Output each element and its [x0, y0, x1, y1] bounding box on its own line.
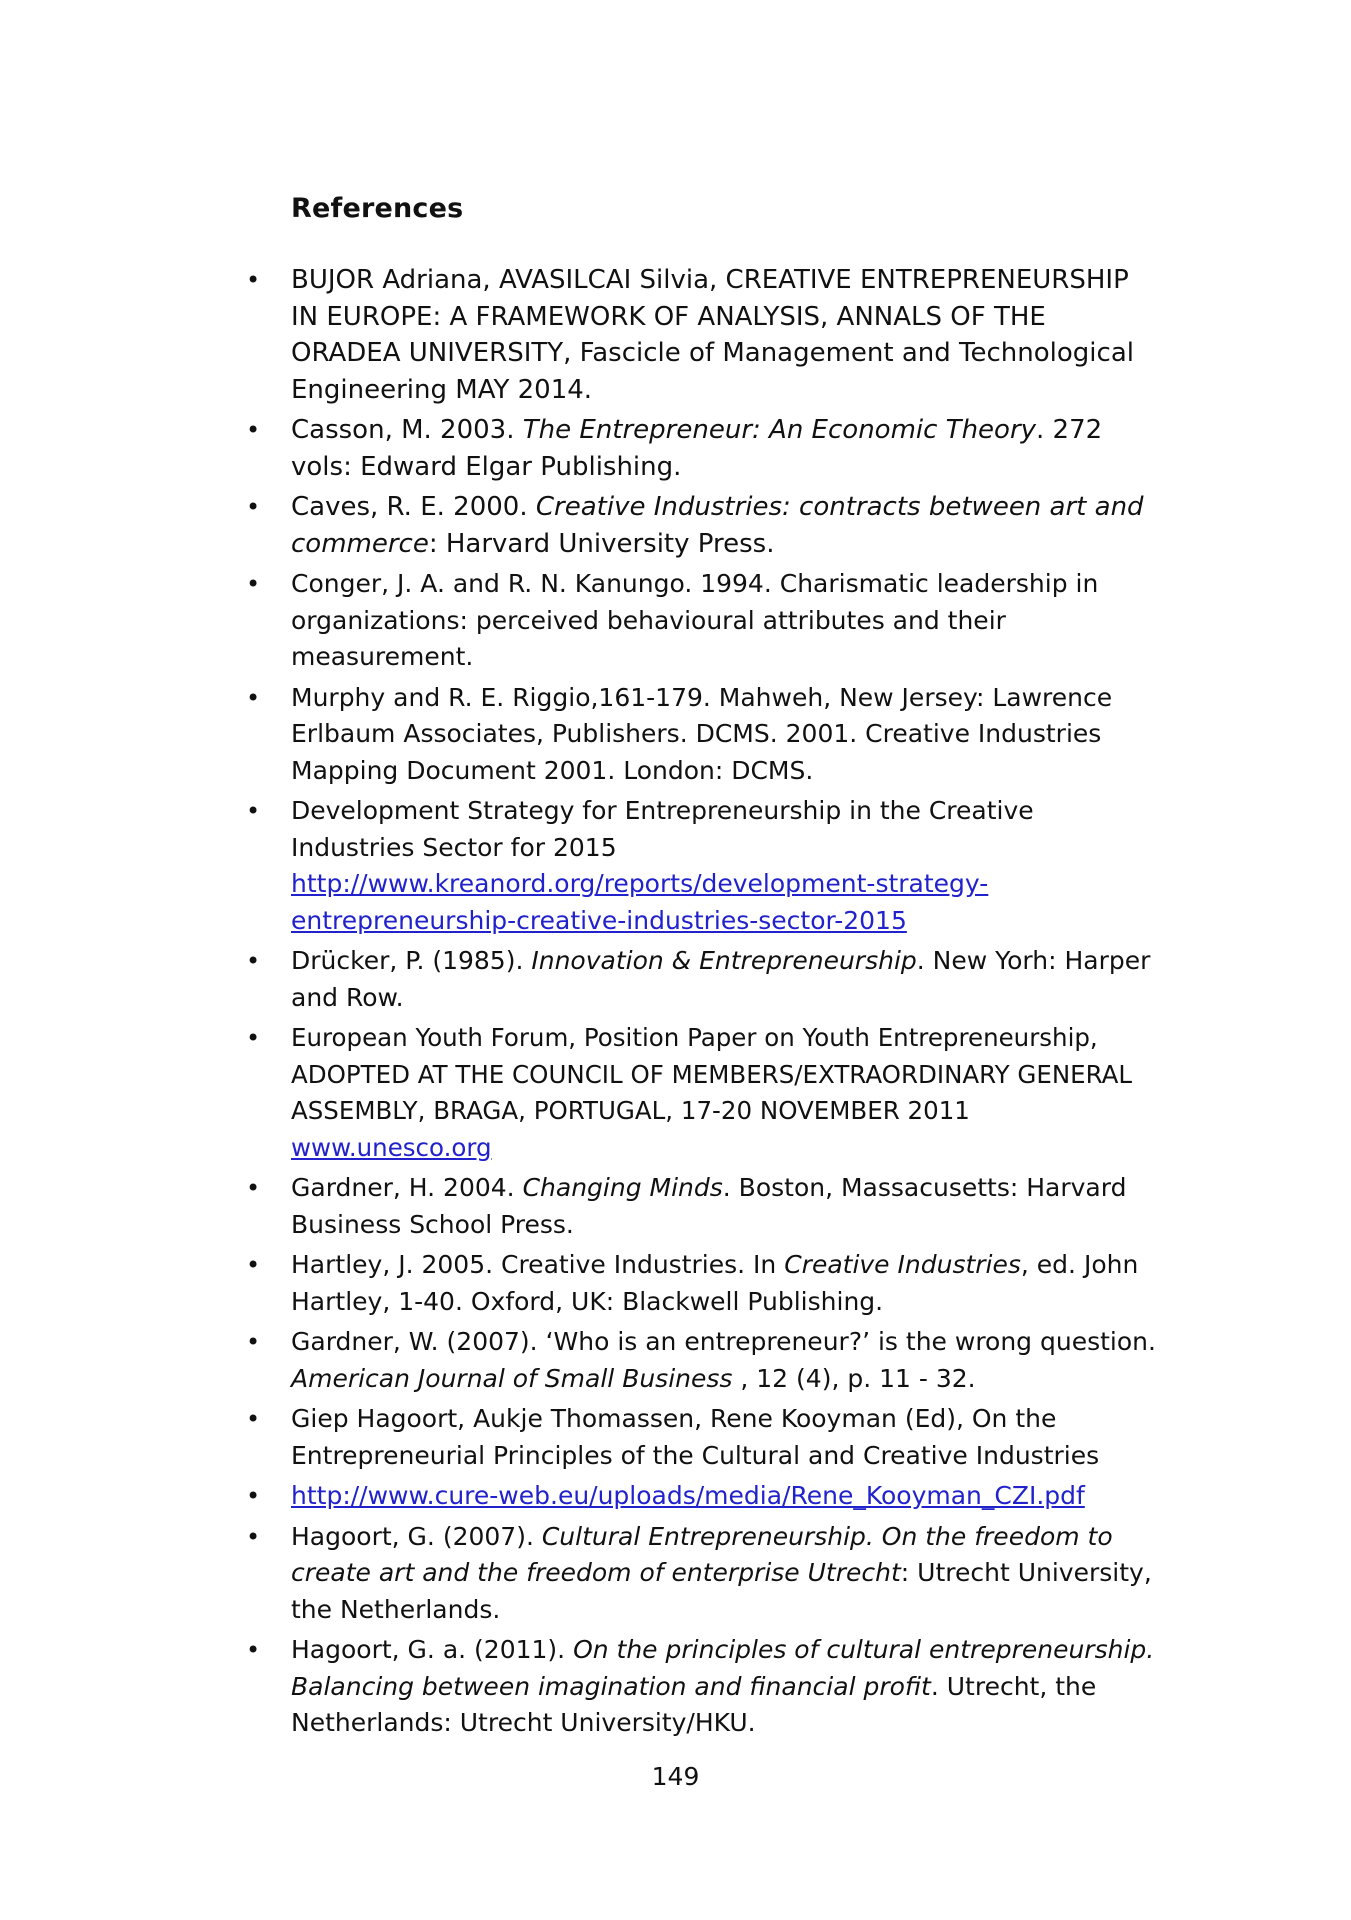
reference-text: : Utrecht University, the Netherlands. [291, 1558, 1152, 1624]
reference-item-6 [246, 793, 1161, 939]
reference-text: Giep Hagoort, Aukje Thomassen, Rene Kooyman (Ed), On the Entrepreneurial Principles of the Cultural and Creative Industries [291, 1404, 1100, 1470]
bullet-icon: • [246, 570, 261, 598]
reference-item-8 [246, 1020, 1161, 1166]
reference-title: On the principles of cultural entrepreneurship. Balancing between imagination and financial profit [291, 1635, 1155, 1701]
reference-text: Casson, M. 2003. [291, 415, 523, 445]
bullet-icon: • [246, 1405, 261, 1433]
reference-item-5 [246, 680, 1161, 790]
reference-text: BUJOR Adriana, AVASILCAI Silvia, CREATIVE ENTREPRENEURSHIP IN EUROPE: A FRAMEWORK OF ANALYSIS, ANNALS OF THE ORADEA UNIVERSITY, Fascicle of Management and Technological Engineering MAY 2014. [291, 265, 1134, 405]
reference-text: . Boston, Massacusetts: Harvard Business School Press. [291, 1173, 1127, 1239]
reference-text: Murphy and R. E. Riggio,161-179. Mahweh, New Jersey: Lawrence Erlbaum Associates, Publishers. DCMS. 2001. Creative Industries Mapping Document 2001. London: DCMS. [291, 682, 1113, 785]
reference-title: Creative Industries: contracts between art and commerce [291, 492, 1144, 559]
bullet-icon: • [246, 1174, 261, 1202]
reference-text: . Utrecht, the Netherlands: Utrecht University/HKU. [291, 1671, 1097, 1737]
reference-item-14 [246, 1519, 1161, 1629]
reference-link[interactable]: www.unesco.org [291, 1132, 492, 1162]
reference-item-10 [246, 1247, 1161, 1320]
reference-item-3 [246, 489, 1161, 562]
reference-item-13 [246, 1478, 1161, 1515]
reference-text: Conger, J. A. and R. N. Kanungo. 1994. Charismatic leadership in organizations: perceived behavioural attributes and their measurement. [291, 569, 1099, 671]
reference-text: . 272 vols: Edward Elgar Publishing. [291, 415, 1103, 482]
bullet-icon: • [246, 1482, 261, 1510]
reference-title: The Entrepreneur: An Economic Theory [522, 415, 1037, 445]
bullet-icon: • [246, 416, 261, 444]
reference-item-4 [246, 566, 1161, 676]
reference-item-12 [246, 1401, 1161, 1474]
reference-text: European Youth Forum, Position Paper on Youth Entrepreneurship, ADOPTED AT THE COUNCIL OF MEMBERS/EXTRAORDINARY GENERAL ASSEMBLY, BRAGA, PORTUGAL, 17-20 NOVEMBER 2011 [291, 1023, 1133, 1125]
reference-text: Drücker, P. (1985). [291, 946, 532, 975]
reference-title: American Journal of Small Business [291, 1363, 733, 1393]
references-heading: References [291, 193, 464, 224]
bullet-icon: • [246, 1251, 261, 1279]
page-number: 149 [651, 1762, 700, 1791]
bullet-icon: • [246, 797, 261, 825]
bullet-icon: • [246, 1328, 261, 1356]
reference-list [246, 262, 1161, 1746]
reference-text: Hagoort, G. (2007). [291, 1521, 542, 1551]
bullet-icon: • [246, 266, 261, 294]
reference-link[interactable]: http://www.cure-web.eu/uploads/media/Rene_Kooyman_CZI.pdf [291, 1481, 1085, 1510]
bullet-icon: • [246, 683, 261, 712]
reference-item-15 [246, 1632, 1161, 1742]
reference-text: Hartley, J. 2005. Creative Industries. In [291, 1250, 785, 1279]
reference-link[interactable]: http://www.kreanord.org/reports/development-strategy-entrepreneurship-creative-industries-sector-2015 [291, 869, 989, 935]
bullet-icon: • [246, 947, 261, 975]
reference-text: , ed. John Hartley, 1-40. Oxford, UK: Blackwell Publishing. [291, 1250, 1139, 1316]
reference-title: Innovation & Entrepreneurship [531, 946, 917, 975]
reference-item-2 [246, 412, 1161, 485]
reference-item-11 [246, 1324, 1161, 1397]
bullet-icon: • [246, 1522, 261, 1551]
reference-text: Caves, R. E. 2000. [291, 492, 536, 522]
bullet-icon: • [246, 493, 261, 521]
reference-text: Gardner, W. (2007). ‘Who is an entrepreneur?’ is the wrong question. [291, 1327, 1156, 1356]
reference-text: . New Yorh: Harper and Row. [291, 946, 1151, 1012]
reference-text: Development Strategy for Entrepreneurship in the Creative Industries Sector for 2015 [291, 796, 1034, 862]
reference-text: , 12 (4), p. 11 - 32. [732, 1363, 976, 1393]
bullet-icon: • [246, 1024, 261, 1052]
reference-item-9 [246, 1170, 1161, 1243]
reference-title: Cultural Entrepreneurship. On the freedom to create art and the freedom of enterprise Utrecht [291, 1521, 1113, 1587]
reference-item-7 [246, 943, 1161, 1016]
reference-text: Hagoort, G. a. (2011). [291, 1635, 574, 1664]
reference-title: Creative Industries [784, 1250, 1021, 1279]
reference-text: Gardner, H. 2004. [291, 1173, 523, 1202]
reference-text: : Harvard University Press. [428, 528, 775, 559]
reference-item-1 [246, 262, 1161, 408]
bullet-icon: • [246, 1636, 261, 1664]
reference-title: Changing Minds [522, 1173, 723, 1202]
